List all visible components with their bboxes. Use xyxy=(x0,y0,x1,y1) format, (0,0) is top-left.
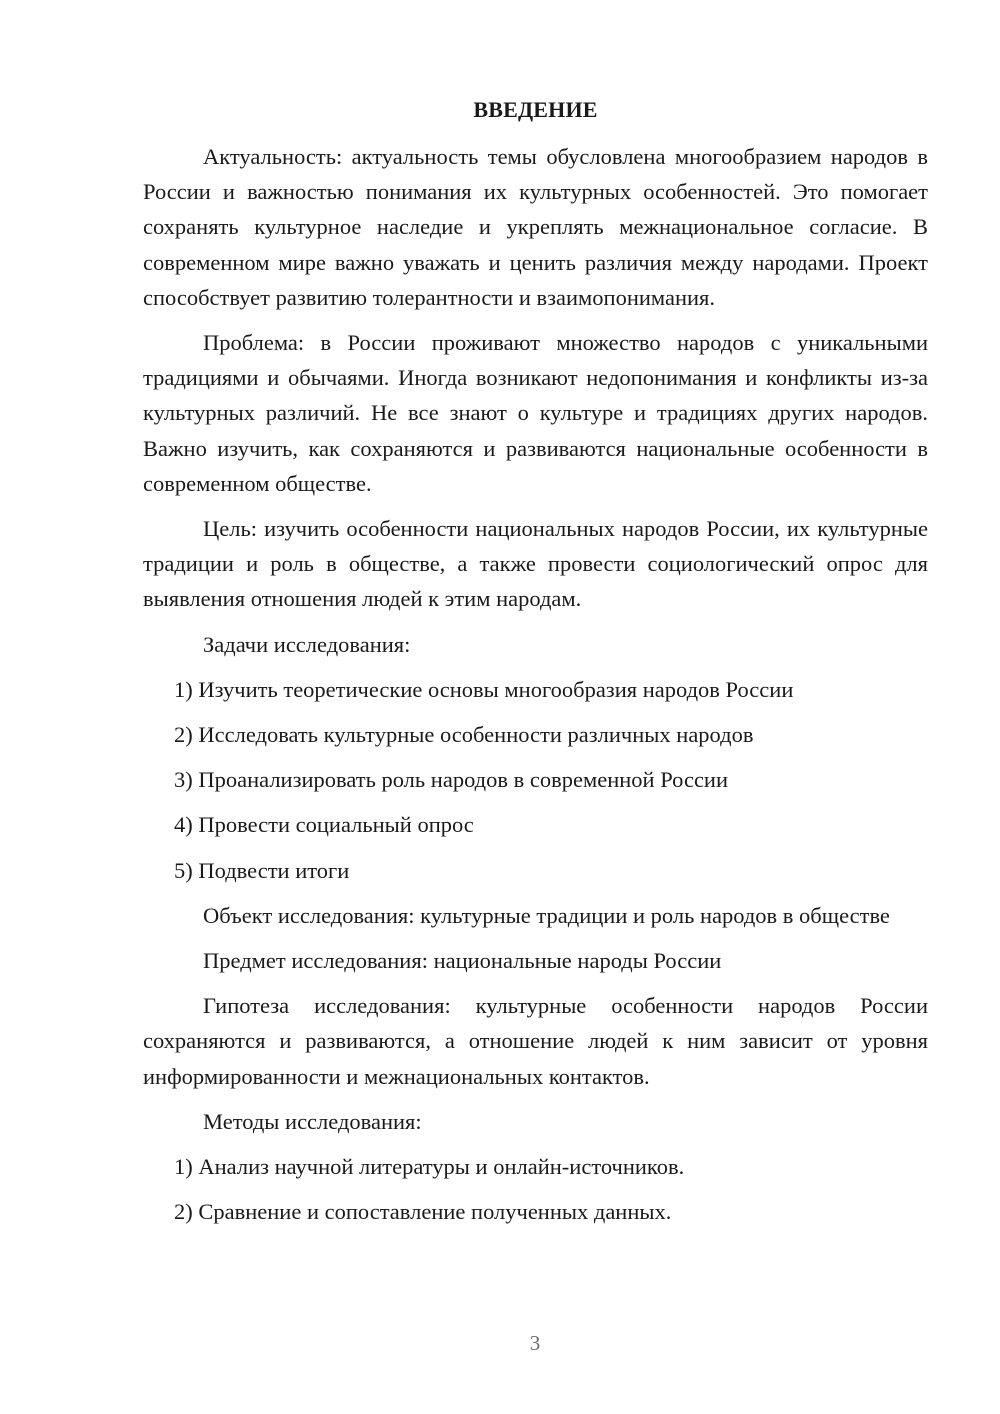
subject-paragraph: Предмет исследования: национальные народы России xyxy=(203,948,722,974)
goal-paragraph: Цель: изучить особенности национальных народов России, их культурные традиции и роль в обществе, а также провести социологический опрос для выявления отношения людей к этим народам. xyxy=(143,516,928,612)
relevance-paragraph: Актуальность: актуальность темы обусловлена многообразием народов в России и важностью понимания их культурных особенностей. Это помогает сохранять культурное наследие и укреплять межнациональное согласие. В современном мире важно уважать и ценить различия между народами. Проект способствует развитию толерантности и взаимопонимания. xyxy=(143,144,928,310)
tasks-heading: Задачи исследования: xyxy=(203,631,411,657)
method-item: 2) Сравнение и сопоставление полученных данных. xyxy=(174,1199,672,1225)
methods-heading: Методы исследования: xyxy=(203,1108,422,1134)
task-item: 2) Исследовать культурные особенности различных народов xyxy=(174,722,754,748)
hypothesis-paragraph: Гипотеза исследования: культурные особенности народов России сохраняются и развиваются, а отношение людей к ним зависит от уровня информированности и межнациональных контактов. xyxy=(143,993,928,1089)
problem-paragraph: Проблема: в России проживают множество народов с уникальными традициями и обычаями. Иногда возникают недопонимания и конфликты из-за культурных различий. Не все знают о культуре и традициях других народов. Важно изучить, как сохраняются и развиваются национальные особенности в современном обществе. xyxy=(143,330,928,496)
task-item: 4) Провести социальный опрос xyxy=(174,812,474,838)
task-item: 3) Проанализировать роль народов в современной России xyxy=(174,767,729,793)
method-item: 1) Анализ научной литературы и онлайн-источников. xyxy=(174,1154,685,1180)
page-title: ВВЕДЕНИЕ xyxy=(473,97,598,122)
task-item: 1) Изучить теоретические основы многообразия народов России xyxy=(174,676,794,702)
task-item: 5) Подвести итоги xyxy=(174,857,350,883)
page-number: 3 xyxy=(529,1331,541,1355)
document-page xyxy=(143,95,928,1239)
object-paragraph: Объект исследования: культурные традиции и роль народов в обществе xyxy=(203,902,890,928)
